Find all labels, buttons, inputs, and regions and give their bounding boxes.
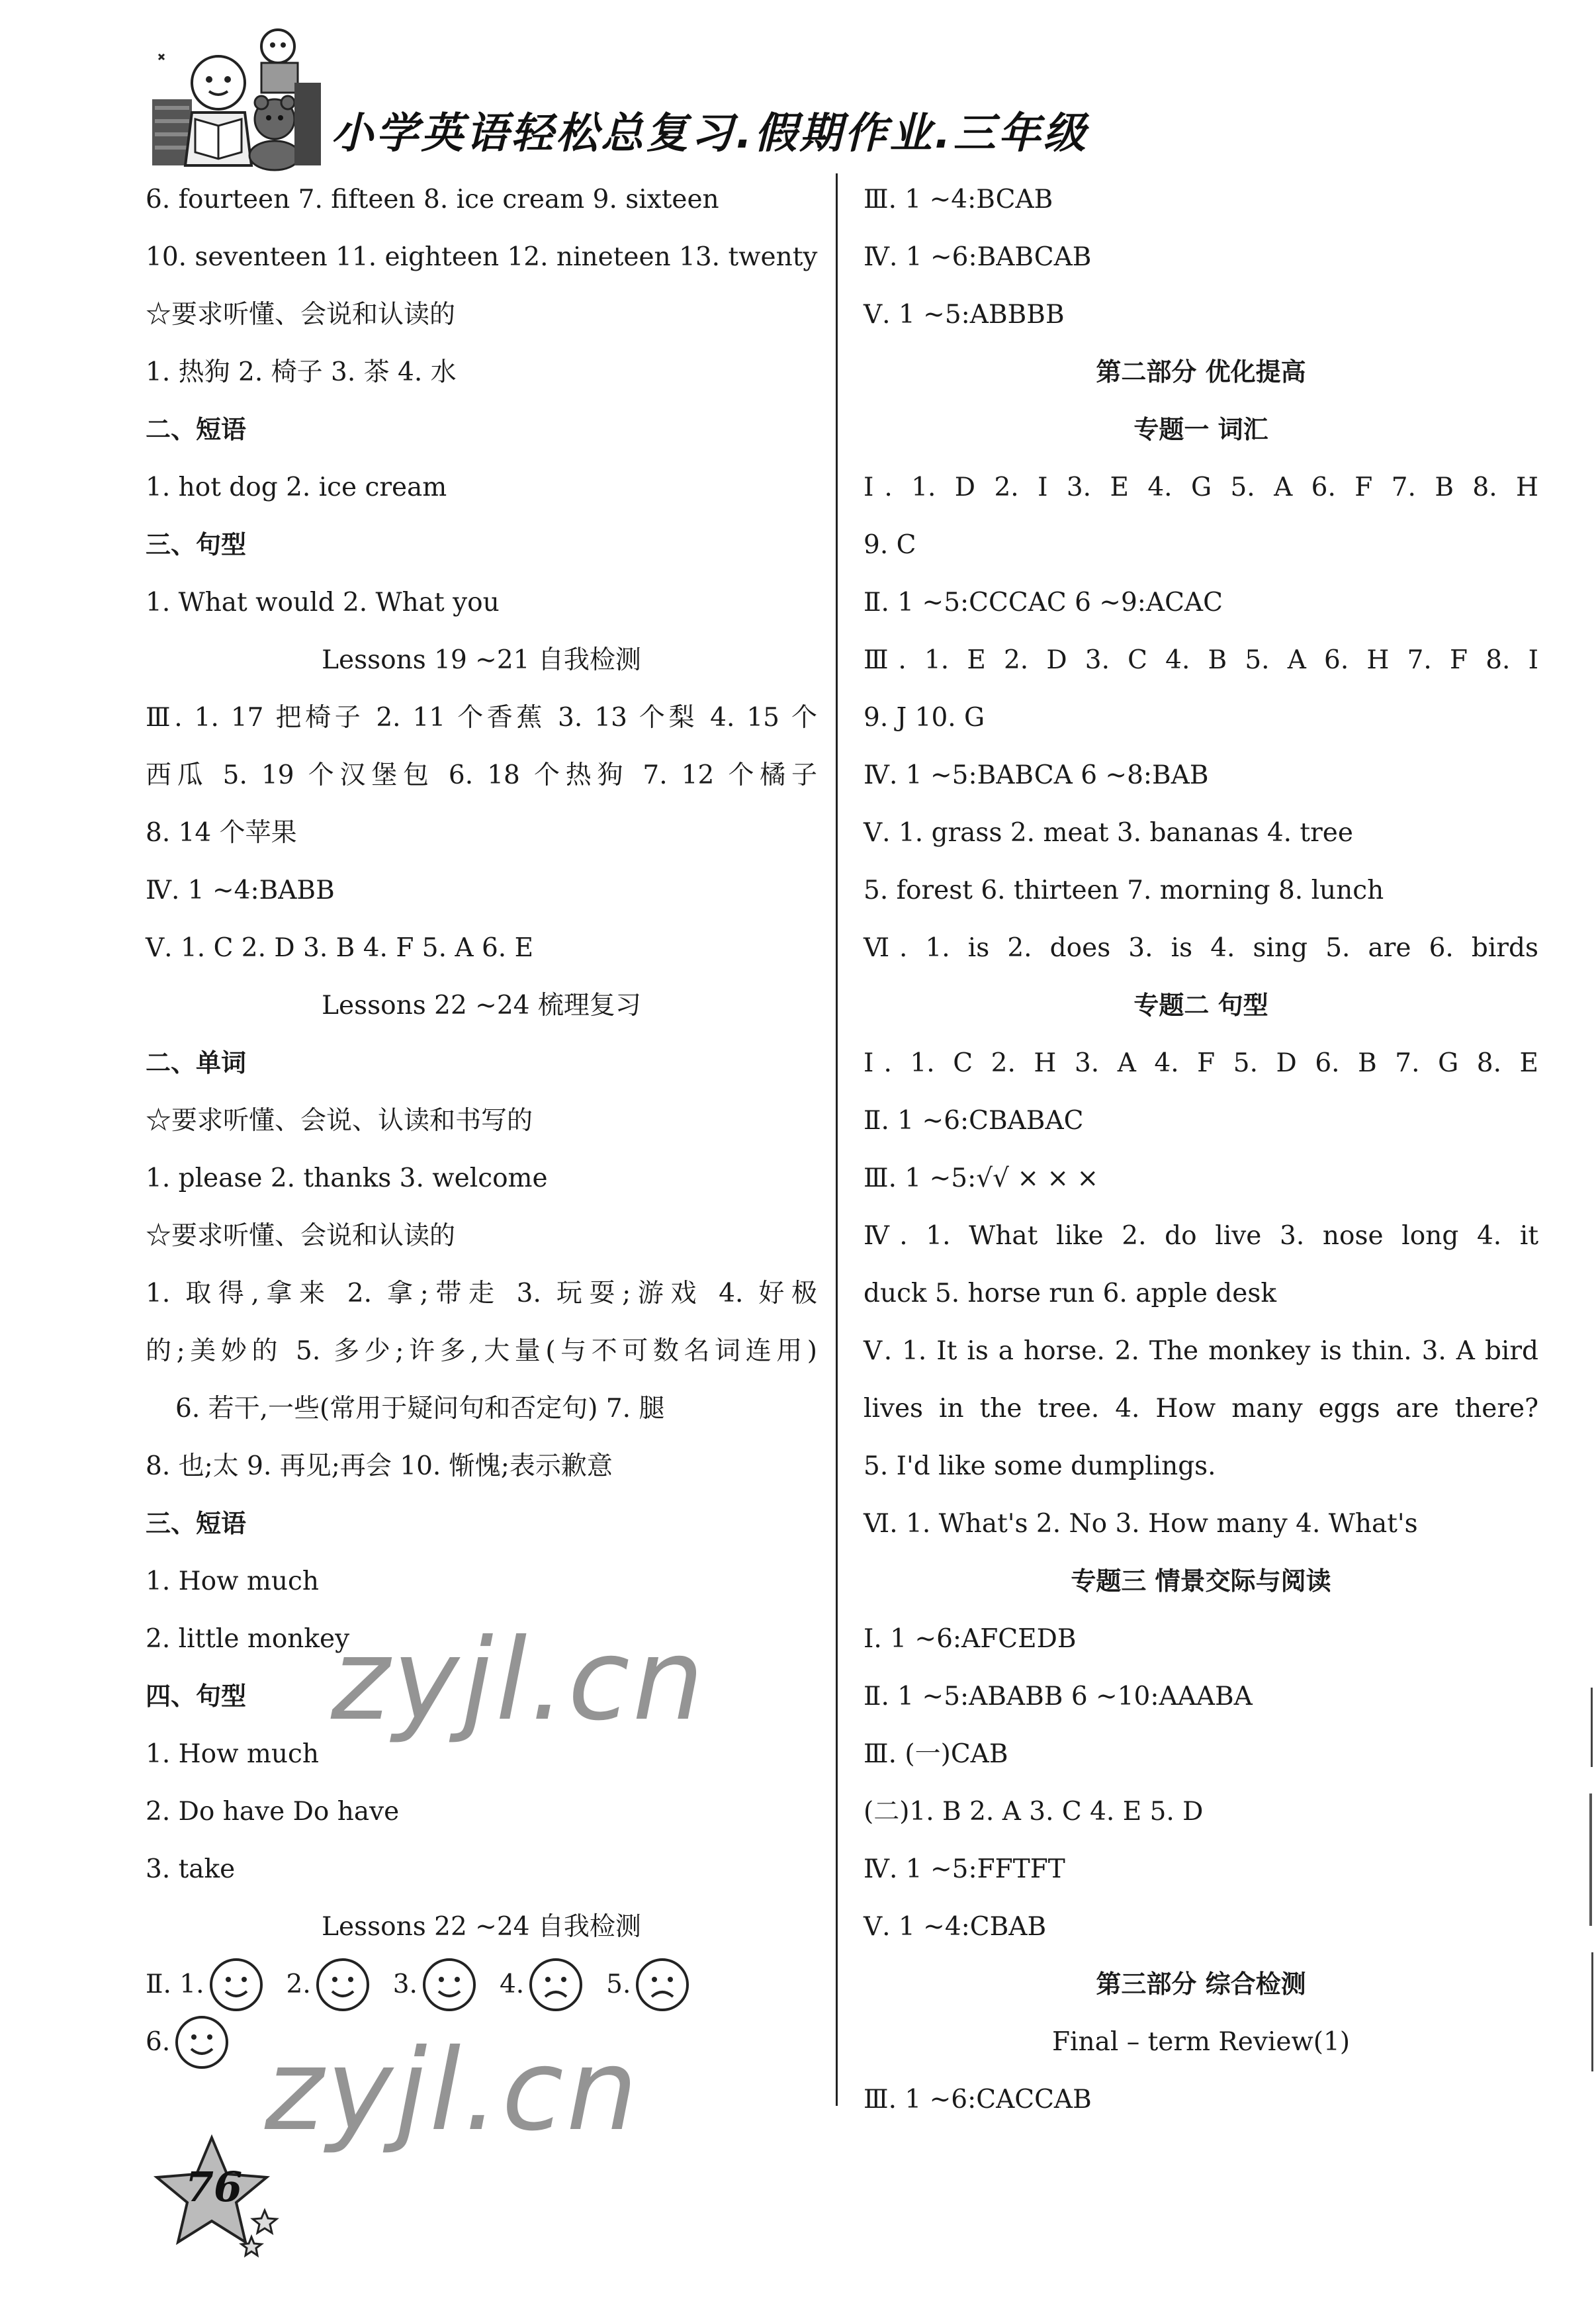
sad-face-icon: [635, 1957, 690, 2013]
answer-line: Ⅵ. 1. What's 2. No 3. How many 4. What's: [864, 1509, 1418, 1539]
answer-line: Ⅳ. 1 ~5:FFTFT: [864, 1854, 1065, 1884]
face-item: [287, 1956, 371, 2013]
answer-line: lives in the tree. 4. How many eggs are there?: [864, 1394, 1538, 1424]
requirement-line: ☆要求听懂、会说、认读和书写的: [146, 1106, 533, 1136]
smiley-face-icon: [174, 2015, 230, 2070]
section-heading: 三、短语: [146, 1509, 247, 1538]
face-label: 5.: [606, 1970, 631, 1999]
answer-line: Ⅳ. 1 ~4:BABB: [146, 876, 335, 905]
answer-line: Ⅳ. 1 ~6:BABCAB: [864, 242, 1092, 272]
answer-line: Ⅴ. 1. C 2. D 3. B 4. F 5. A 6. E: [146, 933, 534, 963]
section-heading: 四、句型: [146, 1682, 247, 1711]
page-header-title: 小学英语轻松总复习.假期作业.三年级: [331, 109, 1088, 158]
column-divider: [836, 173, 838, 2106]
answer-line: 8. 14 个苹果: [146, 818, 297, 848]
answer-line: Ⅲ. 1. 17 把椅子 2. 11 个香蕉 3. 13 个梨 4. 15 个: [146, 703, 817, 733]
page-header: [146, 20, 1088, 172]
requirement-line: ☆要求听懂、会说和认读的: [146, 1221, 456, 1251]
answer-line: 2. Do have Do have: [146, 1797, 400, 1827]
review-title: Final – term Review(1): [1051, 2027, 1351, 2057]
answer-line: Ⅴ. 1 ~5:ABBBB: [864, 300, 1065, 330]
face-label: 2.: [286, 1970, 311, 1999]
section-heading: 二、单词: [146, 1048, 247, 1077]
part-title: 第二部分 优化提高: [1096, 357, 1306, 386]
smiley-face-icon: [315, 1957, 371, 2013]
smiley-face-icon: [421, 1957, 477, 2013]
answer-line: Ⅲ. (一)CAB: [864, 1739, 1008, 1769]
answer-line: Ⅱ. 1 ~5:ABABB 6 ~10:AAABA: [864, 1682, 1253, 1711]
answer-line: Ⅵ. 1. is 2. does 3. is 4. sing 5. are 6. birds: [864, 933, 1538, 963]
section-heading: 二、短语: [146, 415, 247, 444]
answer-line: Ⅲ. 1 ~4:BCAB: [864, 185, 1053, 214]
part-title: 第三部分 综合检测: [1096, 1970, 1306, 1999]
answer-line: 1. 取得,拿来 2. 拿;带走 3. 玩耍;游戏 4. 好极: [146, 1279, 817, 1308]
answer-line: Ⅱ. 1 ~6:CBABAC: [864, 1106, 1084, 1136]
section-heading: 三、句型: [146, 530, 247, 559]
watermark: zyjl.cn: [331, 1615, 707, 1746]
face-label: 3.: [392, 1970, 418, 1999]
answer-line: 5. forest 6. thirteen 7. morning 8. lunch: [864, 876, 1384, 905]
answer-line: Ⅰ. 1 ~6:AFCEDB: [864, 1624, 1077, 1654]
answer-line: 2. little monkey: [146, 1624, 350, 1654]
smiley-face-icon: [208, 1957, 264, 2013]
faces-row: [146, 1956, 817, 2013]
face-label: 6.: [146, 2027, 171, 2057]
face-item: [146, 2013, 230, 2071]
answer-line: 10. seventeen 11. eighteen 12. nineteen 13. twenty: [146, 242, 818, 272]
answer-line: Ⅰ. 1. C 2. H 3. A 4. F 5. D 6. B 7. G 8. E: [864, 1048, 1538, 1078]
requirement-line: ☆要求听懂、会说和认读的: [146, 300, 456, 330]
answer-line: 6. fourteen 7. fifteen 8. ice cream 9. sixteen: [146, 185, 719, 214]
watermark: zyjl.cn: [265, 2025, 641, 2156]
answer-line: 3. take: [146, 1854, 236, 1884]
face-label: Ⅱ. 1.: [146, 1970, 204, 1999]
answer-line: Ⅳ. 1 ~5:BABCA 6 ~8:BAB: [864, 760, 1209, 790]
face-item: [500, 1956, 584, 2013]
answer-line: 9. C: [864, 530, 916, 560]
face-item: [606, 1956, 690, 2013]
reading-children-illustration: [146, 20, 324, 172]
answer-line: 5. I'd like some dumplings.: [864, 1451, 1216, 1481]
lesson-title: Lessons 22 ~24 梳理复习: [322, 991, 641, 1020]
topic-title: 专题一 词汇: [1133, 415, 1268, 444]
answer-line: Ⅴ. 1 ~4:CBAB: [864, 1912, 1047, 1942]
face-label: 4.: [499, 1970, 525, 1999]
answer-line: 1. What would 2. What you: [146, 588, 500, 617]
lesson-title: Lessons 22 ~24 自我检测: [322, 1912, 641, 1942]
answer-line: 1. How much: [146, 1566, 319, 1596]
answer-line: duck 5. horse run 6. apple desk: [864, 1279, 1276, 1308]
answer-line: 8. 也;太 9. 再见;再会 10. 惭愧;表示歉意: [146, 1451, 613, 1481]
answer-line: 1. hot dog 2. ice cream: [146, 473, 447, 502]
lesson-title: Lessons 19 ~21 自我检测: [322, 645, 641, 675]
answer-line: 1. How much: [146, 1739, 319, 1769]
answer-line: Ⅴ. 1. grass 2. meat 3. bananas 4. tree: [864, 818, 1353, 848]
binding-edge-marks: [1583, 1688, 1596, 2085]
answer-line: 的;美妙的 5. 多少;许多,大量(与不可数名词连用): [146, 1336, 817, 1366]
sad-face-icon: [528, 1957, 584, 2013]
topic-title: 专题三 情景交际与阅读: [1071, 1566, 1331, 1596]
answer-line: Ⅴ. 1. It is a horse. 2. The monkey is thin. 3. A bird: [864, 1336, 1538, 1366]
page-number-badge: [149, 2131, 288, 2263]
face-item: [146, 1956, 264, 2013]
answer-line: 6. 若干,一些(常用于疑问句和否定句) 7. 腿: [175, 1394, 665, 1424]
answer-line: 西瓜 5. 19 个汉堡包 6. 18 个热狗 7. 12 个橘子: [146, 760, 817, 790]
answer-line: Ⅳ. 1. What like 2. do live 3. nose long 4. it: [864, 1221, 1538, 1251]
answer-line: Ⅲ. 1. E 2. D 3. C 4. B 5. A 6. H 7. F 8. I: [864, 645, 1538, 675]
answer-line: Ⅱ. 1 ~5:CCCAC 6 ~9:ACAC: [864, 588, 1223, 617]
answer-line: Ⅲ. 1 ~6:CACCAB: [864, 2085, 1092, 2114]
answer-line: 1. 热狗 2. 椅子 3. 茶 4. 水: [146, 357, 457, 387]
answer-line: 1. please 2. thanks 3. welcome: [146, 1163, 548, 1193]
topic-title: 专题二 句型: [1133, 991, 1268, 1020]
answer-line: Ⅰ. 1. D 2. I 3. E 4. G 5. A 6. F 7. B 8. H: [864, 473, 1538, 502]
answer-line: Ⅲ. 1 ~5:√√ × × ×: [864, 1163, 1099, 1193]
face-item: [393, 1956, 477, 2013]
left-column: [146, 171, 817, 2071]
right-column: [864, 171, 1538, 2128]
answer-line: (二)1. B 2. A 3. C 4. E 5. D: [864, 1797, 1204, 1827]
page-number: 76: [185, 2163, 243, 2211]
answer-line: 9. J 10. G: [864, 703, 985, 733]
